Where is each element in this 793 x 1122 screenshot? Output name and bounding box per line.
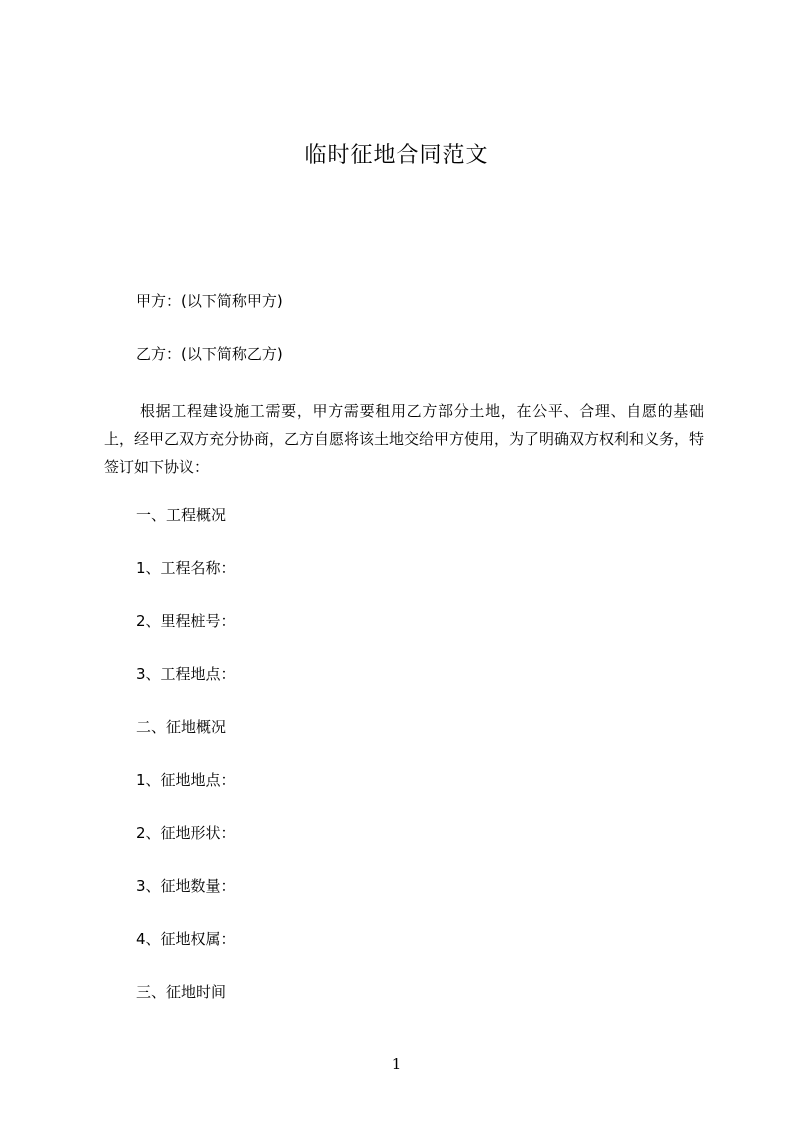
section-heading-project-overview: 一、工程概况: [136, 506, 227, 524]
party-b-line: 乙方：(以下简称乙方): [136, 345, 283, 363]
page-number: 1: [391, 1055, 402, 1073]
mileage-stake-field: 2、里程桩号：: [136, 612, 236, 630]
land-quantity-field: 3、征地数量：: [136, 877, 236, 895]
project-location-field: 3、工程地点：: [136, 665, 236, 683]
document-title: 临时征地合同范文: [304, 143, 489, 168]
land-location-field: 1、征地地点：: [136, 771, 236, 789]
project-name-field: 1、工程名称：: [136, 559, 236, 577]
intro-paragraph: 根据工程建设施工需要，甲方需要租用乙方部分土地，在公平、合理、自愿的基础上，经甲乙双方充分协商，乙方自愿将该土地交给甲方使用，为了明确双方权利和义务，特签订如下协议：: [104, 402, 705, 476]
land-shape-field: 2、征地形状：: [136, 824, 236, 842]
land-ownership-field: 4、征地权属：: [136, 930, 236, 948]
section-heading-land-overview: 二、征地概况: [136, 718, 227, 736]
party-a-line: 甲方：(以下简称甲方): [136, 292, 283, 310]
section-heading-land-period: 三、征地时间: [136, 983, 227, 1001]
